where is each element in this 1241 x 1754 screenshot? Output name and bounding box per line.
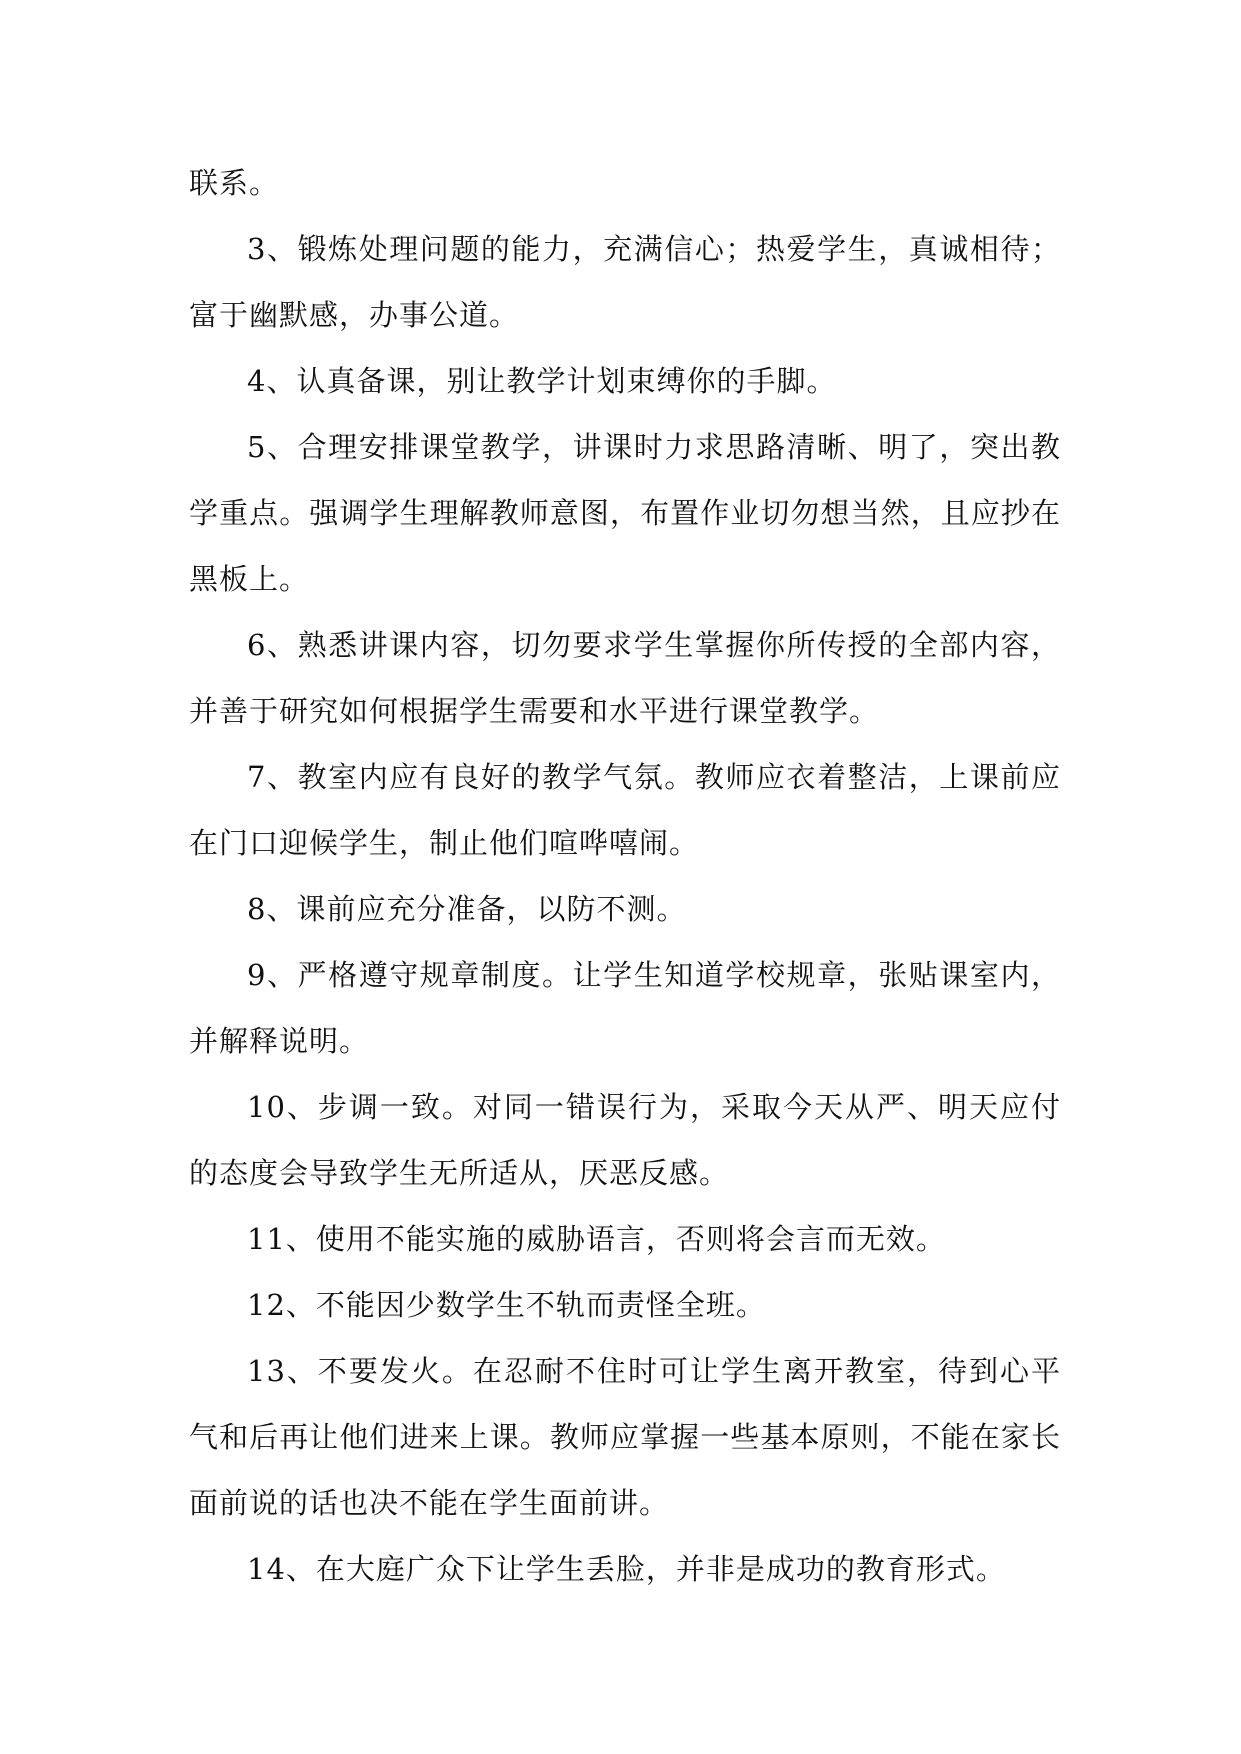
paragraph-item-9: 9、严格遵守规章制度。让学生知道学校规章，张贴课室内，并解释说明。 [189, 958, 1061, 1058]
paragraph-item-5: 5、合理安排课堂教学，讲课时力求思路清晰、明了，突出教学重点。强调学生理解教师意图，布置作业切勿想当然，且应抄在黑板上。 [189, 430, 1061, 596]
paragraph-item-12: 12、不能因少数学生不轨而责怪全班。 [247, 1288, 766, 1322]
paragraph-item-10: 10、步调一致。对同一错误行为，采取今天从严、明天应付的态度会导致学生无所适从，厌恶反感。 [189, 1090, 1061, 1190]
paragraph-item-8: 8、课前应充分准备，以防不测。 [247, 892, 687, 926]
paragraph-item-11: 11、使用不能实施的威胁语言，否则将会言而无效。 [247, 1222, 946, 1256]
paragraph-item-7: 7、教室内应有良好的教学气氛。教师应衣着整洁，上课前应在门口迎候学生，制止他们喧哗嘻闹。 [189, 760, 1061, 860]
paragraph-item-14: 14、在大庭广众下让学生丢脸，并非是成功的教育形式。 [247, 1552, 1006, 1586]
document-body [189, 150, 1061, 1602]
paragraph-item-13: 13、不要发火。在忍耐不住时可让学生离开教室，待到心平气和后再让他们进来上课。教师应掌握一些基本原则，不能在家长面前说的话也决不能在学生面前讲。 [189, 1354, 1061, 1520]
paragraph-item-3: 3、锻炼处理问题的能力，充满信心；热爱学生，真诚相待；富于幽默感，办事公道。 [189, 232, 1061, 332]
paragraph-item-4: 4、认真备课，别让教学计划束缚你的手脚。 [247, 364, 837, 398]
paragraph-continuation: 联系。 [189, 166, 280, 200]
paragraph-item-6: 6、熟悉讲课内容，切勿要求学生掌握你所传授的全部内容，并善于研究如何根据学生需要和水平进行课堂教学。 [189, 628, 1061, 728]
